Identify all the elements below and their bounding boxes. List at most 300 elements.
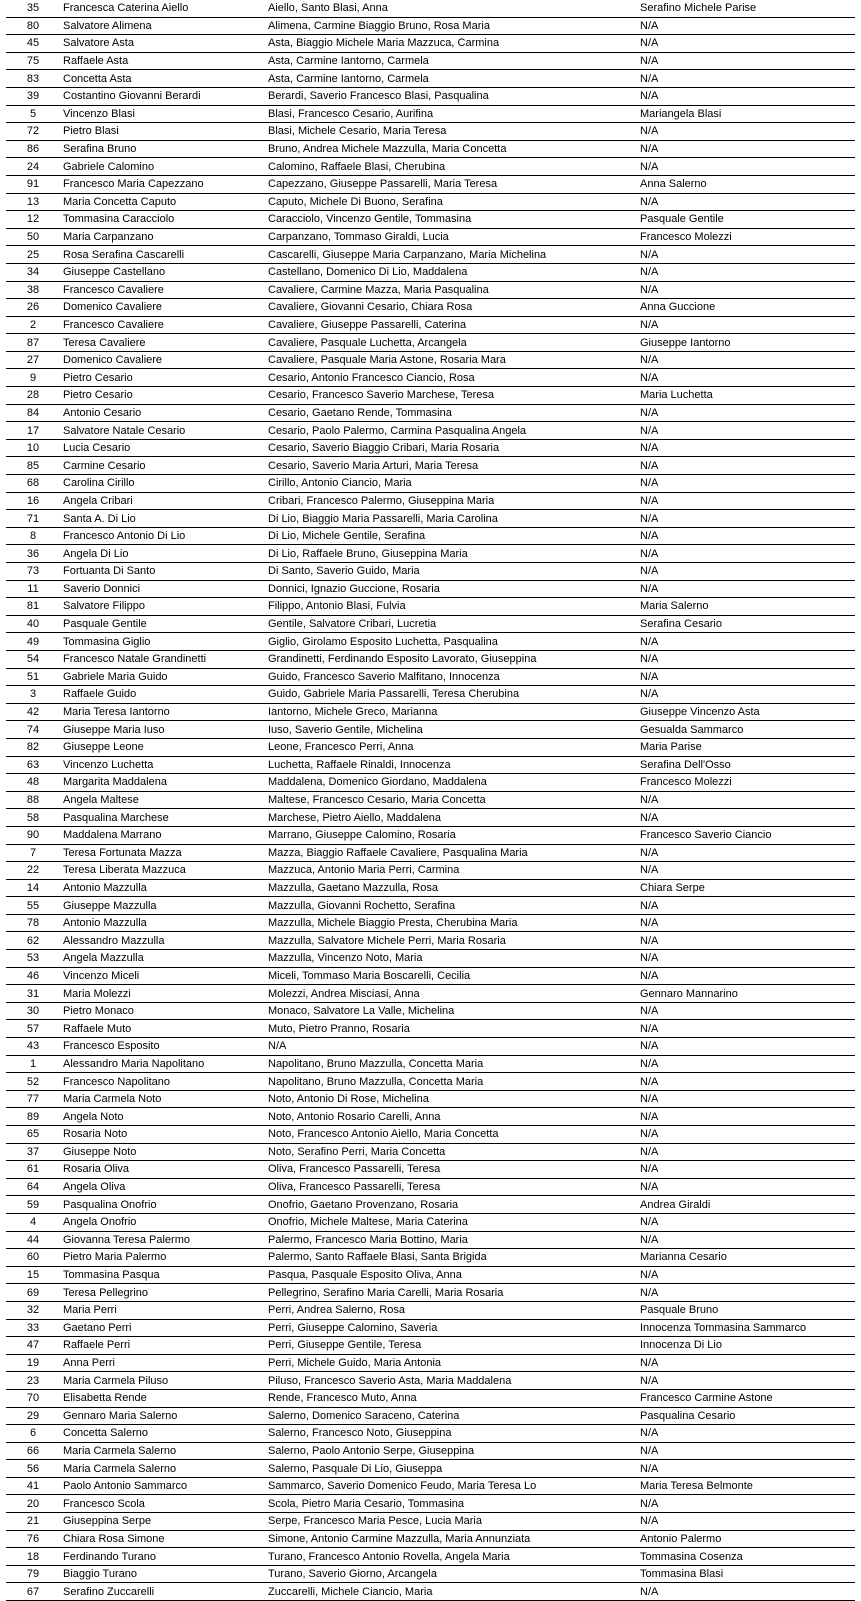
spouse-cell: N/A [637,35,855,53]
parents-cell: Mazzulla, Vincenzo Noto, Maria [265,950,637,968]
name-cell: Pietro Blasi [60,123,265,141]
spouse-cell: N/A [637,246,855,264]
spouse-cell: N/A [637,1055,855,1073]
spouse-cell: Giuseppe Vincenzo Asta [637,703,855,721]
id-cell: 77 [6,1090,60,1108]
spouse-cell: Pasquale Gentile [637,211,855,229]
id-cell: 30 [6,1002,60,1020]
table-row [6,1213,855,1231]
table-row [6,563,855,581]
name-cell: Gabriele Maria Guido [60,668,265,686]
id-cell: 5 [6,105,60,123]
table-row [6,1372,855,1390]
spouse-cell: N/A [637,17,855,35]
id-cell: 84 [6,404,60,422]
table-row [6,1565,855,1583]
id-cell: 63 [6,756,60,774]
id-cell: 70 [6,1389,60,1407]
table-row [6,967,855,985]
spouse-cell: N/A [637,351,855,369]
id-cell: 46 [6,967,60,985]
name-cell: Vincenzo Luchetta [60,756,265,774]
name-cell: Francesco Esposito [60,1038,265,1056]
parents-cell: Onofrio, Gaetano Provenzano, Rosaria [265,1196,637,1214]
name-cell: Vincenzo Blasi [60,105,265,123]
id-cell: 28 [6,387,60,405]
table-row [6,668,855,686]
table-row [6,334,855,352]
spouse-cell: Anna Guccione [637,299,855,317]
id-cell: 78 [6,914,60,932]
name-cell: Francesco Cavaliere [60,316,265,334]
spouse-cell: N/A [637,123,855,141]
parents-cell: Leone, Francesco Perri, Anna [265,738,637,756]
table-row [6,1301,855,1319]
id-cell: 48 [6,774,60,792]
parents-cell: Onofrio, Michele Maltese, Maria Caterina [265,1213,637,1231]
name-cell: Antonio Cesario [60,404,265,422]
table-row [6,1460,855,1478]
parents-cell: Guido, Gabriele Maria Passarelli, Teresa Cherubina [265,686,637,704]
table-row [6,35,855,53]
parents-cell: Cavaliere, Giovanni Cesario, Chiara Rosa [265,299,637,317]
parents-cell: Salerno, Paolo Antonio Serpe, Giuseppina [265,1442,637,1460]
table-row [6,1477,855,1495]
table-row [6,52,855,70]
id-cell: 11 [6,580,60,598]
id-cell: 49 [6,633,60,651]
spouse-cell: Innocenza Di Lio [637,1337,855,1355]
parents-cell: Oliva, Francesco Passarelli, Teresa [265,1161,637,1179]
id-cell: 64 [6,1178,60,1196]
parents-cell: Napolitano, Bruno Mazzulla, Concetta Maria [265,1073,637,1091]
table-row [6,475,855,493]
name-cell: Lucia Cesario [60,439,265,457]
name-cell: Serafino Zuccarelli [60,1583,265,1601]
table-row [6,422,855,440]
table-row [6,0,855,17]
table-row [6,1249,855,1267]
id-cell: 81 [6,598,60,616]
id-cell: 35 [6,0,60,17]
id-cell: 83 [6,70,60,88]
id-cell: 36 [6,545,60,563]
table-row [6,1513,855,1531]
parents-cell: Guido, Francesco Saverio Malfitano, Innocenza [265,668,637,686]
table-row [6,738,855,756]
parents-cell: Carpanzano, Tommaso Giraldi, Lucia [265,228,637,246]
name-cell: Angela Maltese [60,791,265,809]
id-cell: 47 [6,1337,60,1355]
table-row [6,1583,855,1601]
id-cell: 29 [6,1407,60,1425]
id-cell: 66 [6,1442,60,1460]
spouse-cell: N/A [637,967,855,985]
parents-cell: Asta, Biaggio Michele Maria Mazzuca, Carmina [265,35,637,53]
table-row [6,1178,855,1196]
spouse-cell: Gesualda Sammarco [637,721,855,739]
name-cell: Angela Oliva [60,1178,265,1196]
name-cell: Ferdinando Turano [60,1548,265,1566]
spouse-cell: N/A [637,862,855,880]
parents-cell: Mazzulla, Salvatore Michele Perri, Maria Rosaria [265,932,637,950]
spouse-cell: N/A [637,1002,855,1020]
name-cell: Tommasina Pasqua [60,1266,265,1284]
id-cell: 18 [6,1548,60,1566]
table-row [6,950,855,968]
name-cell: Pasqualina Onofrio [60,1196,265,1214]
name-cell: Domenico Cavaliere [60,299,265,317]
parents-cell: Asta, Carmine Iantorno, Carmela [265,70,637,88]
parents-cell: Luchetta, Raffaele Rinaldi, Innocenza [265,756,637,774]
spouse-cell: N/A [637,1213,855,1231]
spouse-cell: N/A [637,1020,855,1038]
name-cell: Angela Noto [60,1108,265,1126]
spouse-cell: Pasquale Bruno [637,1301,855,1319]
id-cell: 59 [6,1196,60,1214]
parents-cell: Calomino, Raffaele Blasi, Cherubina [265,158,637,176]
table-row [6,457,855,475]
spouse-cell: Gennaro Mannarino [637,985,855,1003]
table-row [6,70,855,88]
spouse-cell: N/A [637,932,855,950]
parents-cell: Caputo, Michele Di Buono, Serafina [265,193,637,211]
id-cell: 17 [6,422,60,440]
name-cell: Angela Cribari [60,492,265,510]
table-row [6,1073,855,1091]
id-cell: 90 [6,826,60,844]
id-cell: 20 [6,1495,60,1513]
name-cell: Paolo Antonio Sammarco [60,1477,265,1495]
id-cell: 54 [6,650,60,668]
table-row [6,316,855,334]
name-cell: Domenico Cavaliere [60,351,265,369]
table-row [6,369,855,387]
spouse-cell: N/A [637,1513,855,1531]
name-cell: Francesco Cavaliere [60,281,265,299]
parents-cell: Cavaliere, Pasquale Luchetta, Arcangela [265,334,637,352]
parents-cell: Iuso, Saverio Gentile, Michelina [265,721,637,739]
parents-cell: Piluso, Francesco Saverio Asta, Maria Maddalena [265,1372,637,1390]
parents-cell: Iantorno, Michele Greco, Marianna [265,703,637,721]
spouse-cell: N/A [637,1161,855,1179]
parents-cell: Mazzuca, Antonio Maria Perri, Carmina [265,862,637,880]
name-cell: Margarita Maddalena [60,774,265,792]
table-row [6,87,855,105]
name-cell: Pasqualina Marchese [60,809,265,827]
id-cell: 14 [6,879,60,897]
name-cell: Maria Carmela Noto [60,1090,265,1108]
spouse-cell: N/A [637,422,855,440]
parents-cell: Cavaliere, Carmine Mazza, Maria Pasqualina [265,281,637,299]
id-cell: 41 [6,1477,60,1495]
spouse-cell: N/A [637,914,855,932]
table-row [6,598,855,616]
parents-cell: Cesario, Saverio Biaggio Cribari, Maria Rosaria [265,439,637,457]
spouse-cell: N/A [637,492,855,510]
parents-cell: Caracciolo, Vincenzo Gentile, Tommasina [265,211,637,229]
table-row [6,879,855,897]
id-cell: 75 [6,52,60,70]
spouse-cell: N/A [637,316,855,334]
table-row [6,439,855,457]
table-row [6,615,855,633]
parents-cell: Noto, Francesco Antonio Aiello, Maria Concetta [265,1126,637,1144]
parents-cell: Capezzano, Giuseppe Passarelli, Maria Teresa [265,175,637,193]
parents-cell: Cavaliere, Pasquale Maria Astone, Rosaria Mara [265,351,637,369]
name-cell: Serafina Bruno [60,140,265,158]
spouse-cell: N/A [637,87,855,105]
parents-cell: Muto, Pietro Pranno, Rosaria [265,1020,637,1038]
parents-cell: Maddalena, Domenico Giordano, Maddalena [265,774,637,792]
table-row [6,1090,855,1108]
name-cell: Giuseppe Mazzulla [60,897,265,915]
table-row [6,263,855,281]
id-cell: 85 [6,457,60,475]
id-cell: 80 [6,17,60,35]
table-row [6,1495,855,1513]
table-row [6,1266,855,1284]
parents-cell: Giglio, Girolamo Esposito Luchetta, Pasqualina [265,633,637,651]
name-cell: Maria Concetta Caputo [60,193,265,211]
table-row [6,299,855,317]
id-cell: 37 [6,1143,60,1161]
spouse-cell: Francesco Carmine Astone [637,1389,855,1407]
table-row [6,826,855,844]
id-cell: 13 [6,193,60,211]
parents-cell: Cesario, Antonio Francesco Ciancio, Rosa [265,369,637,387]
table-row [6,1196,855,1214]
spouse-cell: N/A [637,263,855,281]
id-cell: 21 [6,1513,60,1531]
name-cell: Maria Carmela Piluso [60,1372,265,1390]
parents-cell: Serpe, Francesco Maria Pesce, Lucia Maria [265,1513,637,1531]
name-cell: Gennaro Maria Salerno [60,1407,265,1425]
parents-cell: Pellegrino, Serafino Maria Carelli, Maria Rosaria [265,1284,637,1302]
name-cell: Salvatore Natale Cesario [60,422,265,440]
name-cell: Raffaele Asta [60,52,265,70]
table-row [6,105,855,123]
parents-cell: Palermo, Francesco Maria Bottino, Maria [265,1231,637,1249]
name-cell: Saverio Donnici [60,580,265,598]
parents-cell: Noto, Antonio Rosario Carelli, Anna [265,1108,637,1126]
name-cell: Maria Carmela Salerno [60,1460,265,1478]
parents-cell: Cesario, Saverio Maria Arturi, Maria Teresa [265,457,637,475]
parents-cell: Marrano, Giuseppe Calomino, Rosaria [265,826,637,844]
spouse-cell: N/A [637,633,855,651]
id-cell: 52 [6,1073,60,1091]
parents-cell: Zuccarelli, Michele Ciancio, Maria [265,1583,637,1601]
spouse-cell: N/A [637,1143,855,1161]
table-row [6,1055,855,1073]
table-row [6,1161,855,1179]
name-cell: Tommasina Caracciolo [60,211,265,229]
name-cell: Santa A. Di Lio [60,510,265,528]
name-cell: Tommasina Giglio [60,633,265,651]
table-row [6,492,855,510]
table-row [6,1108,855,1126]
spouse-cell: Andrea Giraldi [637,1196,855,1214]
parents-cell: Simone, Antonio Carmine Mazzulla, Maria Annunziata [265,1530,637,1548]
parents-cell: Noto, Antonio Di Rose, Michelina [265,1090,637,1108]
name-cell: Elisabetta Rende [60,1389,265,1407]
table-row [6,809,855,827]
id-cell: 86 [6,140,60,158]
table-row [6,703,855,721]
spouse-cell: Antonio Palermo [637,1530,855,1548]
table-row [6,1442,855,1460]
id-cell: 10 [6,439,60,457]
spouse-cell: N/A [637,1038,855,1056]
spouse-cell: Francesco Saverio Ciancio [637,826,855,844]
spouse-cell: N/A [637,809,855,827]
table-row [6,1284,855,1302]
table-row [6,1548,855,1566]
id-cell: 32 [6,1301,60,1319]
table-row [6,650,855,668]
id-cell: 22 [6,862,60,880]
parents-cell: Salerno, Francesco Noto, Giuseppina [265,1425,637,1443]
name-cell: Pietro Cesario [60,387,265,405]
table-row [6,158,855,176]
spouse-cell: N/A [637,650,855,668]
table-row [6,756,855,774]
spouse-cell: Maria Luchetta [637,387,855,405]
spouse-cell: N/A [637,950,855,968]
id-cell: 58 [6,809,60,827]
id-cell: 7 [6,844,60,862]
id-cell: 42 [6,703,60,721]
table-row [6,1407,855,1425]
parents-cell: Perri, Giuseppe Calomino, Saveria [265,1319,637,1337]
spouse-cell: Maria Parise [637,738,855,756]
id-cell: 67 [6,1583,60,1601]
parents-cell: Turano, Francesco Antonio Rovella, Angela Maria [265,1548,637,1566]
table-row [6,633,855,651]
parents-cell: Salerno, Pasquale Di Lio, Giuseppa [265,1460,637,1478]
table-row [6,1002,855,1020]
parents-cell: Perri, Andrea Salerno, Rosa [265,1301,637,1319]
name-cell: Gaetano Perri [60,1319,265,1337]
parents-cell: Aiello, Santo Blasi, Anna [265,0,637,17]
spouse-cell: N/A [637,439,855,457]
table-row [6,123,855,141]
parents-cell: Di Lio, Michele Gentile, Serafina [265,527,637,545]
parents-cell: Napolitano, Bruno Mazzulla, Concetta Maria [265,1055,637,1073]
name-cell: Teresa Pellegrino [60,1284,265,1302]
spouse-cell: N/A [637,1372,855,1390]
name-cell: Pietro Cesario [60,369,265,387]
spouse-cell: N/A [637,140,855,158]
parents-cell: Di Lio, Raffaele Bruno, Giuseppina Maria [265,545,637,563]
spouse-cell: N/A [637,52,855,70]
table-row [6,527,855,545]
name-cell: Carmine Cesario [60,457,265,475]
table-row [6,914,855,932]
spouse-cell: Anna Salerno [637,175,855,193]
id-cell: 44 [6,1231,60,1249]
spouse-cell: Tommasina Blasi [637,1565,855,1583]
name-cell: Angela Onofrio [60,1213,265,1231]
spouse-cell: N/A [637,1231,855,1249]
parents-cell: Mazzulla, Michele Biaggio Presta, Cherubina Maria [265,914,637,932]
name-cell: Francesco Antonio Di Lio [60,527,265,545]
id-cell: 76 [6,1530,60,1548]
parents-cell: Cesario, Gaetano Rende, Tommasina [265,404,637,422]
id-cell: 55 [6,897,60,915]
id-cell: 53 [6,950,60,968]
name-cell: Chiara Rosa Simone [60,1530,265,1548]
spouse-cell: N/A [637,457,855,475]
name-cell: Costantino Giovanni Berardi [60,87,265,105]
parents-cell: Perri, Michele Guido, Maria Antonia [265,1354,637,1372]
name-cell: Maria Perri [60,1301,265,1319]
table-row [6,211,855,229]
parents-cell: Miceli, Tommaso Maria Boscarelli, Cecilia [265,967,637,985]
parents-cell: Perri, Giuseppe Gentile, Teresa [265,1337,637,1355]
parents-cell: Noto, Serafino Perri, Maria Concetta [265,1143,637,1161]
table-row [6,193,855,211]
name-cell: Antonio Mazzulla [60,879,265,897]
id-cell: 79 [6,1565,60,1583]
spouse-cell: N/A [637,193,855,211]
table-row [6,281,855,299]
parents-cell: Pasqua, Pasquale Esposito Oliva, Anna [265,1266,637,1284]
spouse-cell: N/A [637,1442,855,1460]
name-cell: Francesco Maria Capezzano [60,175,265,193]
spouse-cell: N/A [637,791,855,809]
name-cell: Francesco Natale Grandinetti [60,650,265,668]
spouse-cell: N/A [637,545,855,563]
id-cell: 89 [6,1108,60,1126]
table-row [6,580,855,598]
id-cell: 62 [6,932,60,950]
table-row [6,862,855,880]
id-cell: 39 [6,87,60,105]
table-row [6,1143,855,1161]
name-cell: Francesca Caterina Aiello [60,0,265,17]
id-cell: 73 [6,563,60,581]
name-cell: Pietro Maria Palermo [60,1249,265,1267]
spouse-cell: Mariangela Blasi [637,105,855,123]
id-cell: 60 [6,1249,60,1267]
id-cell: 61 [6,1161,60,1179]
id-cell: 82 [6,738,60,756]
parents-cell: Gentile, Salvatore Cribari, Lucretia [265,615,637,633]
table-row [6,545,855,563]
name-cell: Maria Carpanzano [60,228,265,246]
spouse-cell: N/A [637,563,855,581]
name-cell: Alessandro Mazzulla [60,932,265,950]
table-row [6,897,855,915]
parents-cell: Turano, Saverio Giorno, Arcangela [265,1565,637,1583]
id-cell: 6 [6,1425,60,1443]
table-row [6,175,855,193]
spouse-cell: Chiara Serpe [637,879,855,897]
table-row [6,1530,855,1548]
parents-cell: Donnici, Ignazio Guccione, Rosaria [265,580,637,598]
parents-cell: Palermo, Santo Raffaele Blasi, Santa Brigida [265,1249,637,1267]
name-cell: Pasquale Gentile [60,615,265,633]
id-cell: 57 [6,1020,60,1038]
name-cell: Teresa Cavaliere [60,334,265,352]
spouse-cell: N/A [637,404,855,422]
id-cell: 9 [6,369,60,387]
spouse-cell: N/A [637,70,855,88]
spouse-cell: N/A [637,1284,855,1302]
id-cell: 23 [6,1372,60,1390]
parents-cell: Castellano, Domenico Di Lio, Maddalena [265,263,637,281]
